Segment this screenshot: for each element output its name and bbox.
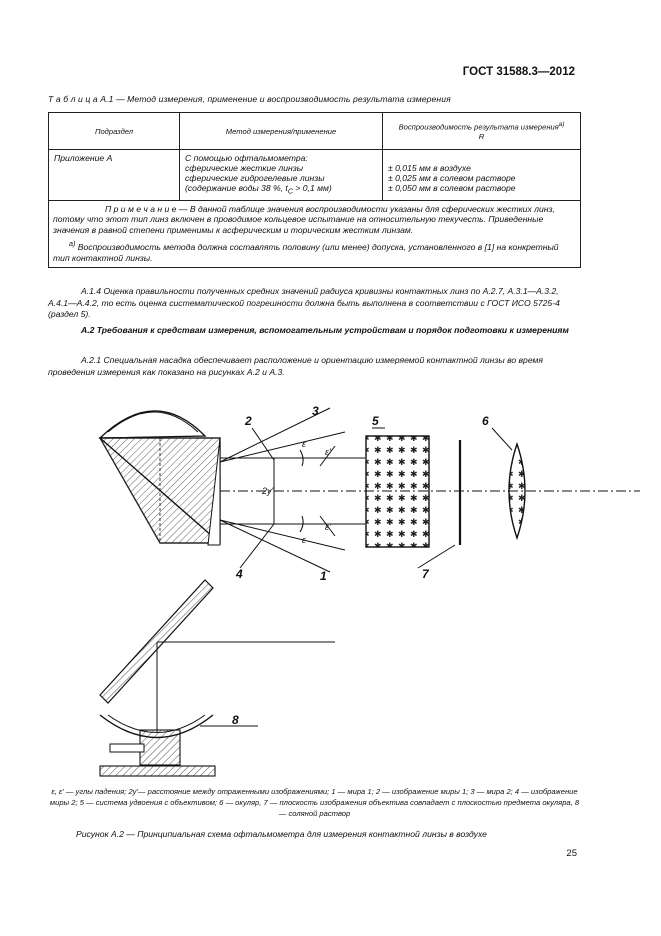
table-note: П р и м е ч а н и е — В данной таблице значения воспроизводимости указаны для сферических жестких линз, потому что этот тип линз включен в проводимое кольцевое испытание на относительную текучесть. Приведенные значения в равной степени применимы к асферическим и торическим жестким линзам.: [53, 203, 555, 235]
figure-caption: Рисунок А.2 — Принципиальная схема офтальмометра для измерения контактной линзы в воздухе: [76, 829, 487, 839]
cell-values: [383, 150, 581, 201]
cell-section: Приложение А: [49, 150, 180, 201]
cell-method: [180, 150, 383, 201]
table-footnote: [53, 239, 576, 263]
paragraph-a21: А.2.1 Специальная насадка обеспечивает расположение и ориентацию измеряемой контактной линзы во время проведения измерения как показано на рисунках А.2 и А.3.: [48, 355, 543, 377]
label-6: 6: [482, 414, 489, 428]
label-7: 7: [422, 567, 429, 581]
label-2y: 2y': [262, 486, 274, 496]
label-eps-top: ε: [302, 439, 306, 449]
method-line: [185, 183, 377, 197]
method-line-text: (содержание воды 38 %, t: [185, 183, 288, 193]
figure-legend: ε, ε' — углы падения; 2y'— расстояние между отраженными изображениями; 1 — мира 1; 2 — изображение миры 1; 3 — мира 2; 4 — изображение миры 2; 5 — система удвоения с объективом; 6 — окуляр, 7 — плоскость изображения объектива совпадает с плоскостью предмета окуляра, 8 — соляной раствор: [49, 787, 580, 818]
page-number: 25: [566, 848, 577, 859]
label-4: 4: [236, 567, 243, 581]
eyepiece-lens: [509, 444, 525, 538]
header-reproducibility-text: Воспроизводимость результата измерения: [398, 122, 559, 132]
label-eps-bottom: ε: [302, 535, 306, 545]
header-method: Метод измерения/применение: [180, 113, 383, 150]
label-1: 1: [320, 569, 327, 583]
prism-assembly: [100, 411, 220, 545]
subscript-c: C: [287, 187, 293, 196]
cell-note: [49, 200, 581, 267]
value-line: ± 0,015 мм в воздухе: [388, 163, 471, 173]
paragraph-a14: А.1.4 Оценка правильности полученных средних значений радиуса кривизны контактных линз по А.2.7, А.3.1—А.3.2, А.4.1—А.4.2, то есть оценка систематической погрешности должна быть выполнена в соответствии с ГОСТ ИСО 5725-4 (раздел 5).: [48, 286, 560, 319]
method-line: С помощью офтальмометра:: [185, 153, 308, 163]
method-line: сферические жесткие линзы: [185, 163, 304, 173]
ophthalmometer-diagram: [0, 380, 661, 784]
standard-designation: ГОСТ 31588.3—2012: [462, 66, 575, 78]
value-line: ± 0,050 мм в солевом растворе: [388, 183, 516, 193]
table-note-row: [49, 200, 581, 267]
header-footnote-mark: a): [558, 121, 565, 129]
label-2: 2: [245, 414, 252, 428]
label-3: 3: [312, 404, 319, 418]
value-line: ± 0,025 мм в солевом растворе: [388, 173, 516, 183]
table-row: [49, 150, 581, 201]
section-heading-a2: А.2 Требования к средствам измерения, вспомогательным устройствам и порядок подготовки к измерениям: [81, 325, 569, 335]
ray-paths: [220, 408, 640, 572]
method-line-tail: > 0,1 мм): [292, 183, 332, 193]
header-reproducibility: [383, 113, 581, 150]
label-8: 8: [232, 713, 239, 727]
footnote-text: Воспроизводимость метода должна составлять половину (или менее) допуска, установленного в [1] на конкретный тип контактной линзы.: [53, 242, 559, 263]
label-epsp-bottom: ε': [325, 522, 331, 532]
footnote-mark: а): [69, 240, 76, 249]
method-line: сферические гидрогелевые линзы: [185, 173, 325, 183]
header-r-symbol: R: [478, 131, 485, 141]
table-caption: Т а б л и ц а А.1 — Метод измерения, применение и воспроизводимость результата измерения: [48, 94, 451, 104]
measurement-table: [48, 112, 581, 268]
doubling-system-block: [366, 436, 429, 547]
label-5: 5: [372, 414, 379, 428]
header-section: Подраздел: [49, 113, 180, 150]
label-epsp-top: ε': [325, 447, 331, 457]
table-header-row: [49, 113, 581, 150]
